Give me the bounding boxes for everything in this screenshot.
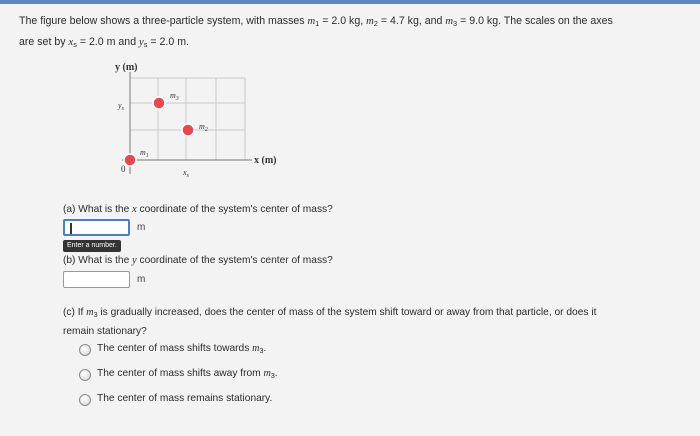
question-c-suffix: is gradually increased, does the center of mass of the system shift toward or away from that particle, or does it [100, 307, 597, 318]
particle-system-figure [100, 58, 430, 193]
ys-value: = 2.0 m. [150, 36, 189, 48]
intro-text: The figure below shows a three-particle system, with masses [19, 15, 305, 27]
option-label: The center of mass remains stationary. [97, 393, 273, 404]
x-com-unit: m [137, 222, 146, 233]
y-com-unit: m [137, 274, 146, 285]
option-label: The center of mass shifts away from $m_3$. [97, 368, 278, 380]
question-c [63, 307, 596, 319]
m2-subscript: 2 [373, 19, 378, 28]
question-a-variable: x [132, 204, 137, 215]
question-a-suffix: coordinate of the system's center of mass? [139, 204, 333, 215]
radio-button[interactable] [79, 344, 91, 356]
m1-label: $m_1$ [140, 148, 149, 159]
xs-subscript: s [73, 40, 77, 49]
question-b-variable: y [132, 255, 137, 266]
x-com-input[interactable] [63, 219, 130, 236]
xs-tick: $x_s$ [183, 168, 189, 179]
input-tooltip: Enter a number. [63, 240, 121, 252]
m1-symbol: m [307, 16, 316, 27]
particle-m2 [182, 124, 194, 136]
x-axis-label: x (m) [254, 155, 277, 166]
text-caret [70, 223, 72, 234]
question-b-prefix: (b) What is the [63, 255, 130, 266]
radio-button[interactable] [79, 394, 91, 406]
m3-symbol: m [445, 16, 454, 27]
m3-value: = 9.0 kg. The scales on the axes [460, 15, 613, 27]
intro-text-2: are set by [19, 36, 66, 48]
m1-value: = 2.0 kg, [322, 15, 364, 27]
xs-symbol: x [68, 37, 74, 48]
problem-statement [19, 12, 687, 54]
y-com-input[interactable] [63, 271, 130, 288]
particle-m1 [124, 154, 136, 166]
m1-subscript: 1 [315, 19, 320, 28]
question-a-prefix: (a) What is the [63, 204, 130, 215]
y-axis-label: y (m) [115, 62, 138, 73]
m2-symbol: m [366, 16, 374, 27]
question-c-subscript: 3 [93, 311, 98, 319]
m2-value: = 4.7 kg, and [380, 15, 443, 27]
question-c-prefix: (c) If [63, 307, 84, 318]
top-accent-bar [0, 0, 700, 4]
ys-subscript: s [143, 40, 148, 49]
question-c-line2: remain stationary? [63, 326, 147, 337]
question-b-suffix: coordinate of the system's center of mass? [139, 255, 333, 266]
question-b [63, 255, 333, 266]
origin-label: 0 [121, 164, 126, 174]
ys-tick: $y_s$ [118, 101, 124, 112]
question-a [63, 204, 333, 215]
ys-symbol: y [139, 37, 144, 48]
xs-value: = 2.0 m and [79, 36, 137, 48]
question-c-variable: m [86, 307, 94, 318]
m3-label: $m_3$ [170, 91, 179, 102]
grid [130, 78, 245, 160]
radio-button[interactable] [79, 369, 91, 381]
m2-label: $m_2$ [199, 122, 208, 133]
m3-subscript: 3 [453, 19, 458, 28]
particle-m3 [153, 97, 165, 109]
option-label: The center of mass shifts towards $m_3$. [97, 343, 267, 355]
